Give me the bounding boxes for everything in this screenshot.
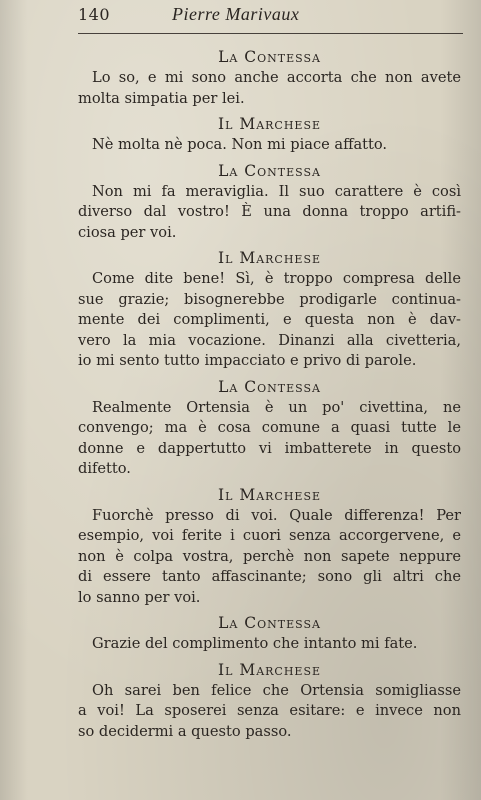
speech-line: Nè molta nè poca. Non mi piace affatto. (92, 136, 388, 153)
speech-block (78, 269, 461, 372)
speech-line: Grazie del complimento che intanto mi fate. (92, 635, 418, 652)
speech-line: io mi sento tutto impacciato e privo di parole. (78, 352, 417, 369)
page-header (78, 4, 461, 30)
speech-line: diverso dal vostro! È una donna troppo artifi- (78, 203, 461, 220)
speech-block (78, 135, 461, 156)
speech-block (78, 182, 461, 244)
page-number: 140 (78, 5, 111, 24)
speech-line: molta simpatia per lei. (78, 89, 245, 107)
speech-line: lo sanno per voi. (78, 588, 201, 606)
speech-block (78, 634, 461, 655)
dialogue-body (78, 46, 461, 746)
speech-line: vero la mia vocazione. Dinanzi alla civetteria, (78, 331, 461, 349)
speech-line: mente dei complimenti, e questa non è dav- (78, 311, 461, 328)
speaker-name: La Contessa (218, 161, 321, 180)
speech-line: difetto. (78, 460, 131, 477)
speaker-name: Il Marchese (217, 249, 322, 267)
header-rule (78, 33, 463, 34)
speaker-name: La Contessa (218, 614, 321, 632)
speech-block (78, 68, 461, 109)
speech-block (78, 398, 461, 480)
speech-line: Come dite bene! Sì, è troppo compresa delle (92, 270, 461, 287)
speech-line: Fuorchè presso di voi. Quale differenza! Per (92, 506, 461, 524)
speech-line: ciosa per voi. (78, 223, 177, 241)
speech-line: non è colpa vostra, perchè non sapete neppure (78, 547, 461, 565)
speaker-name: Il Marchese (217, 115, 322, 133)
speaker-name: Il Marchese (217, 660, 322, 679)
speech-line: Oh sarei ben felice che Ortensia somigliasse (92, 681, 461, 699)
speech-line: Non mi fa meraviglia. Il suo carattere è così (92, 182, 461, 200)
speech-line: donne e dappertutto vi imbatterete in questo (78, 439, 461, 457)
speaker-name: La Contessa (218, 48, 321, 66)
running-title: Pierre Marivaux (172, 4, 300, 24)
speaker-name: La Contessa (218, 377, 321, 396)
speech-line: so decidermi a questo passo. (78, 722, 292, 740)
speech-line: convengo; ma è cosa comune a quasi tutte le (78, 419, 461, 436)
speech-line: a voi! La sposerei senza esitare: e invece non (78, 702, 461, 719)
speech-line: Realmente Ortensia è un po' civettina, ne (92, 398, 461, 416)
speech-block (78, 681, 461, 743)
speech-line: di essere tanto affascinante; sono gli altri che (78, 568, 461, 585)
speech-line: esempio, voi ferite i cuori senza accorgervene, e (78, 527, 461, 544)
speaker-name: Il Marchese (217, 485, 322, 504)
speech-block (78, 506, 461, 609)
speech-line: Lo so, e mi sono anche accorta che non avete (92, 69, 461, 86)
speech-line: sue grazie; bisognerebbe prodigarle continua- (78, 290, 461, 308)
